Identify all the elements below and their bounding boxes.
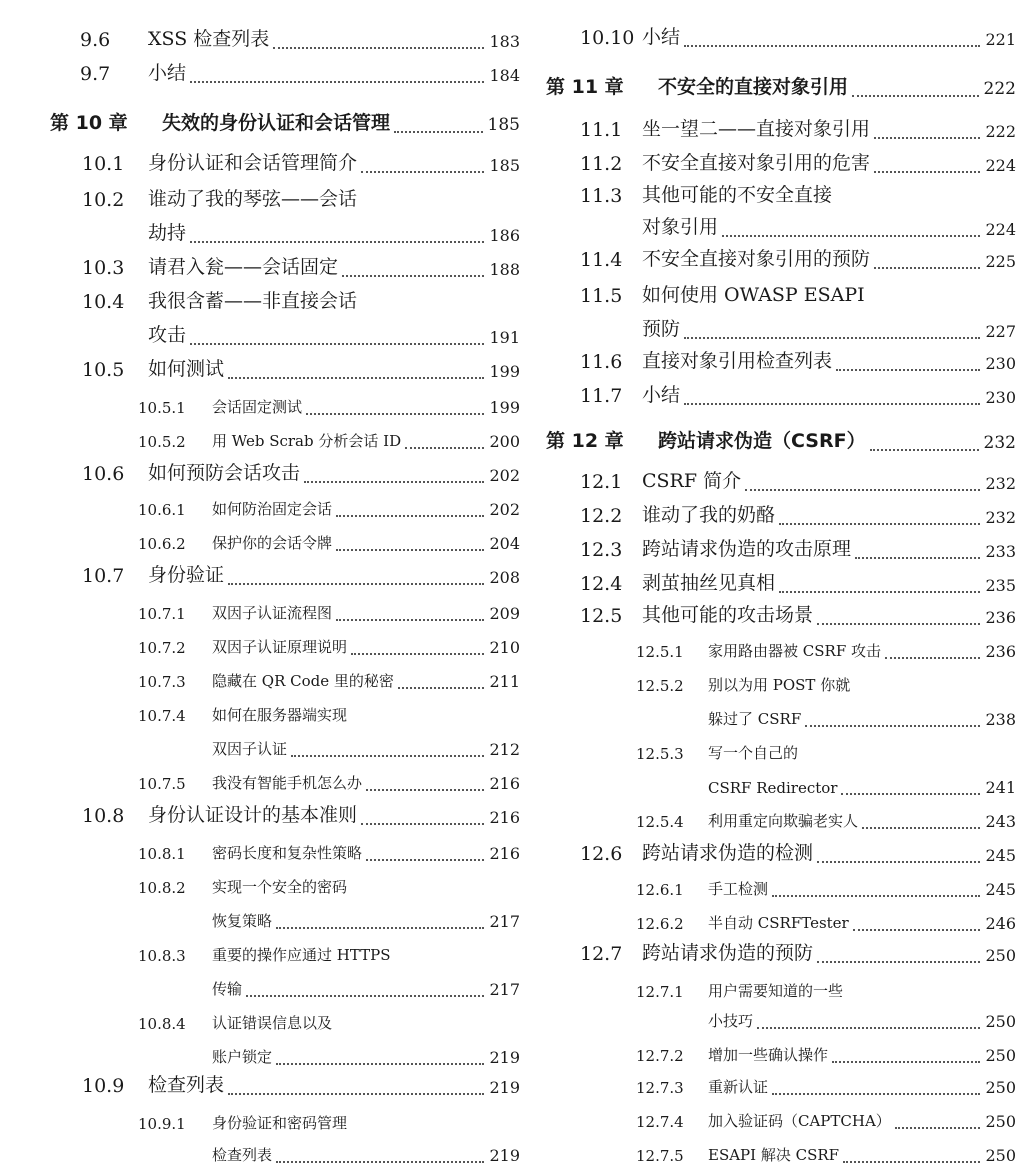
entry-number: 11.2 — [580, 153, 623, 175]
entry-number: 10.3 — [82, 257, 125, 279]
dot-leader — [779, 509, 980, 525]
page-number: 245 — [982, 846, 1016, 865]
entry-title: 重新认证 — [708, 1078, 769, 1096]
entry-title: 用户需要知道的一些 — [708, 982, 844, 1000]
toc-entry — [546, 67, 1016, 101]
dot-leader — [306, 399, 484, 415]
dot-leader — [722, 221, 980, 237]
toc-entry — [546, 143, 1016, 177]
toc-entry — [546, 341, 1016, 375]
entry-title: 家用路由器被 CSRF 攻击 — [708, 642, 881, 660]
dot-leader — [684, 31, 980, 47]
entry-number: 12.7.2 — [636, 1047, 684, 1065]
page-number: 236 — [982, 642, 1016, 661]
entry-number: 12.6 — [580, 843, 623, 865]
entry-title: 小结 — [642, 26, 681, 48]
page-number: 227 — [982, 322, 1016, 341]
page-number: 238 — [982, 710, 1016, 729]
dot-leader — [885, 643, 980, 659]
entry-title: 双因子认证原理说明 — [212, 638, 348, 656]
entry-title: 小结 — [148, 62, 187, 84]
toc-entry — [50, 967, 520, 1001]
dot-leader — [855, 543, 980, 559]
toc-entry — [50, 419, 520, 453]
entry-title: 跨站请求伪造（CSRF） — [658, 430, 866, 452]
page-number: 232 — [981, 433, 1016, 453]
dot-leader — [342, 261, 484, 277]
page-number: 184 — [486, 66, 520, 85]
dot-leader — [190, 67, 484, 83]
toc-entry — [546, 1099, 1016, 1133]
entry-title: 写一个自己的 — [708, 744, 799, 762]
toc-entry — [546, 833, 1016, 867]
page-number: 191 — [486, 328, 520, 347]
dot-leader — [757, 1013, 980, 1029]
entry-title: CSRF Redirector — [708, 779, 838, 797]
entry-title: 如何预防会话攻击 — [148, 462, 301, 484]
dot-leader — [336, 535, 484, 551]
entry-title: 直接对象引用检查列表 — [642, 350, 833, 372]
entry-title: 别以为用 POST 你就 — [708, 676, 851, 694]
dot-leader — [874, 157, 980, 173]
dot-leader — [398, 673, 484, 689]
page-number: 230 — [982, 354, 1016, 373]
toc-entry — [50, 591, 520, 625]
entry-number: 11.4 — [580, 249, 623, 271]
page-number: 211 — [486, 672, 520, 691]
page-number: 250 — [982, 1112, 1016, 1131]
dot-leader — [394, 117, 483, 133]
page-number: 232 — [982, 474, 1016, 493]
dot-leader — [874, 123, 980, 139]
entry-number: 9.6 — [80, 29, 111, 51]
page-number: 219 — [486, 1078, 520, 1097]
page-number: 209 — [486, 604, 520, 623]
entry-title: 身份验证和密码管理 — [212, 1114, 348, 1132]
toc-entry — [546, 1033, 1016, 1067]
entry-number: 10.5 — [82, 359, 125, 381]
toc-entry — [50, 487, 520, 521]
toc-entry — [546, 563, 1016, 597]
entry-title: 预防 — [642, 318, 681, 340]
entry-number: 10.7.4 — [138, 707, 186, 725]
entry-title: 隐藏在 QR Code 里的秘密 — [212, 672, 394, 690]
toc-entry — [546, 697, 1016, 731]
entry-number: 10.5.1 — [138, 399, 186, 417]
toc-entry — [546, 867, 1016, 901]
entry-title: 手工检测 — [708, 880, 769, 898]
toc-entry — [50, 1001, 520, 1035]
toc-entry — [546, 933, 1016, 967]
page-number: 224 — [982, 156, 1016, 175]
entry-number: 12.6.2 — [636, 915, 684, 933]
entry-number: 10.1 — [82, 153, 125, 175]
toc-entry — [546, 731, 1016, 765]
toc-entry — [50, 625, 520, 659]
page-number: 224 — [982, 220, 1016, 239]
toc-entry — [50, 143, 520, 177]
page-number: 250 — [982, 1146, 1016, 1165]
toc-entry — [50, 315, 520, 349]
dot-leader — [772, 1079, 980, 1095]
entry-title: 躲过了 CSRF — [708, 710, 802, 728]
page-number: 245 — [982, 880, 1016, 899]
entry-number: 12.7.5 — [636, 1147, 684, 1165]
page-number: 219 — [486, 1048, 520, 1067]
entry-number: 第 11 章 — [546, 76, 624, 98]
page-number: 216 — [486, 844, 520, 863]
toc-entry — [50, 1101, 520, 1135]
entry-title: 半自动 CSRFTester — [708, 914, 849, 932]
entry-number: 12.7.4 — [636, 1113, 684, 1131]
entry-number: 12.1 — [580, 471, 623, 493]
toc-entry — [50, 1035, 520, 1069]
dot-leader — [870, 435, 979, 451]
entry-number: 12.3 — [580, 539, 623, 561]
page-number: 230 — [982, 388, 1016, 407]
page-number: 243 — [982, 812, 1016, 831]
dot-leader — [779, 577, 980, 593]
toc-entry — [50, 727, 520, 761]
toc-left-column — [50, 0, 520, 1163]
entry-number: 第 12 章 — [546, 430, 624, 452]
toc-entry — [546, 239, 1016, 273]
entry-title: 传输 — [212, 980, 243, 998]
entry-number: 10.7.5 — [138, 775, 186, 793]
toc-entry — [546, 207, 1016, 241]
toc-entry — [50, 349, 520, 383]
dot-leader — [405, 433, 484, 449]
toc-entry — [50, 831, 520, 865]
dot-leader — [832, 1047, 980, 1063]
toc-entry — [546, 275, 1016, 309]
entry-title: 不安全直接对象引用的危害 — [642, 152, 871, 174]
page-number: 219 — [486, 1146, 520, 1165]
entry-title: 跨站请求伪造的检测 — [642, 842, 814, 864]
dot-leader — [273, 33, 484, 49]
toc-entry — [50, 933, 520, 967]
entry-number: 11.5 — [580, 285, 623, 307]
entry-title: 身份认证设计的基本准则 — [148, 804, 358, 826]
toc-entry — [546, 1133, 1016, 1167]
entry-number: 11.7 — [580, 385, 623, 407]
entry-number: 10.6.1 — [138, 501, 186, 519]
dot-leader — [361, 157, 484, 173]
entry-number: 12.6.1 — [636, 881, 684, 899]
dot-leader — [684, 389, 980, 405]
dot-leader — [351, 639, 484, 655]
entry-title: XSS 检查列表 — [148, 28, 270, 50]
entry-number: 9.7 — [80, 63, 111, 85]
entry-number: 10.7.3 — [138, 673, 186, 691]
dot-leader — [817, 609, 980, 625]
entry-number: 10.6 — [82, 463, 125, 485]
entry-number: 12.7.1 — [636, 983, 684, 1001]
toc-entry — [50, 213, 520, 247]
dot-leader — [852, 81, 979, 97]
entry-title: 小技巧 — [708, 1012, 754, 1030]
entry-title: 如何使用 OWASP ESAPI — [642, 284, 865, 306]
entry-title: 谁动了我的琴弦——会话 — [148, 188, 358, 210]
entry-title: 我没有智能手机怎么办 — [212, 774, 363, 792]
toc-entry — [546, 663, 1016, 697]
entry-number: 10.4 — [82, 291, 125, 313]
entry-number: 10.5.2 — [138, 433, 186, 451]
page-number: 186 — [486, 226, 520, 245]
toc-entry — [50, 659, 520, 693]
entry-title: 身份认证和会话管理简介 — [148, 152, 358, 174]
dot-leader — [772, 881, 980, 897]
dot-leader — [246, 981, 484, 997]
dot-leader — [336, 605, 484, 621]
entry-number: 10.6.2 — [138, 535, 186, 553]
entry-number: 11.6 — [580, 351, 623, 373]
page-number: 250 — [982, 946, 1016, 965]
toc-entry — [546, 1065, 1016, 1099]
dot-leader — [805, 711, 980, 727]
dot-leader — [817, 947, 980, 963]
page-number: 250 — [982, 1046, 1016, 1065]
toc-entry — [50, 899, 520, 933]
entry-title: 恢复策略 — [212, 912, 273, 930]
page-number: 208 — [486, 568, 520, 587]
dot-leader — [228, 363, 484, 379]
toc-entry — [546, 799, 1016, 833]
entry-number: 12.5.2 — [636, 677, 684, 695]
entry-title: 用 Web Scrab 分析会话 ID — [212, 432, 402, 450]
dot-leader — [276, 1147, 484, 1163]
toc-entry — [50, 1065, 520, 1099]
entry-title: 其他可能的攻击场景 — [642, 604, 814, 626]
toc-entry — [50, 555, 520, 589]
entry-number: 12.5.1 — [636, 643, 684, 661]
entry-title: 跨站请求伪造的预防 — [642, 942, 814, 964]
entry-title: 密码长度和复杂性策略 — [212, 844, 363, 862]
dot-leader — [862, 813, 980, 829]
dot-leader — [745, 475, 980, 491]
page-number: 185 — [486, 156, 520, 175]
entry-title: 保护你的会话令牌 — [212, 534, 333, 552]
page-number: 216 — [486, 774, 520, 793]
dot-leader — [336, 501, 484, 517]
entry-number: 12.5.3 — [636, 745, 684, 763]
page-number: 202 — [486, 466, 520, 485]
entry-title: ESAPI 解决 CSRF — [708, 1146, 840, 1164]
dot-leader — [228, 569, 484, 585]
entry-title: 检查列表 — [148, 1074, 225, 1096]
entry-title: 劫持 — [148, 222, 187, 244]
toc-entry — [50, 247, 520, 281]
page-number: 200 — [486, 432, 520, 451]
entry-title: 坐一望二——直接对象引用 — [642, 118, 871, 140]
entry-title: 重要的操作应通过 HTTPS — [212, 946, 391, 964]
entry-number: 10.2 — [82, 189, 125, 211]
toc-entry — [546, 421, 1016, 455]
dot-leader — [276, 913, 484, 929]
entry-title: 跨站请求伪造的攻击原理 — [642, 538, 852, 560]
toc-entry — [546, 461, 1016, 495]
dot-leader — [304, 467, 484, 483]
entry-title: 失效的身份认证和会话管理 — [162, 112, 391, 134]
toc-entry — [50, 761, 520, 795]
dot-leader — [366, 845, 484, 861]
dot-leader — [366, 775, 484, 791]
toc-entry — [546, 495, 1016, 529]
entry-title: 双因子认证 — [212, 740, 288, 758]
entry-number: 12.4 — [580, 573, 623, 595]
entry-title: 我很含蓄——非直接会话 — [148, 290, 358, 312]
entry-title: 增加一些确认操作 — [708, 1046, 829, 1064]
page-number: 233 — [982, 542, 1016, 561]
page-number: 217 — [486, 912, 520, 931]
dot-leader — [190, 227, 484, 243]
dot-leader — [895, 1113, 980, 1129]
toc-entry — [50, 281, 520, 315]
page-number: 199 — [486, 398, 520, 417]
toc-entry — [50, 53, 520, 87]
entry-title: 请君入瓮——会话固定 — [148, 256, 339, 278]
dot-leader — [853, 915, 980, 931]
page-number: 210 — [486, 638, 520, 657]
entry-title: 谁动了我的奶酪 — [642, 504, 776, 526]
entry-number: 12.7.3 — [636, 1079, 684, 1097]
page-number: 221 — [982, 30, 1016, 49]
dot-leader — [836, 355, 980, 371]
entry-number: 12.5.4 — [636, 813, 684, 831]
page-number: 216 — [486, 808, 520, 827]
page-number: 241 — [982, 778, 1016, 797]
toc-entry — [50, 19, 520, 53]
dot-leader — [684, 323, 980, 339]
entry-number: 10.7.1 — [138, 605, 186, 623]
entry-number: 11.3 — [580, 185, 623, 207]
entry-title: 不安全直接对象引用的预防 — [642, 248, 871, 270]
page-number: 183 — [486, 32, 520, 51]
entry-number: 第 10 章 — [50, 112, 128, 134]
toc-entry — [546, 375, 1016, 409]
entry-number: 10.10 — [580, 27, 635, 49]
page-number: 250 — [982, 1078, 1016, 1097]
entry-number: 12.7 — [580, 943, 623, 965]
dot-leader — [276, 1049, 484, 1065]
toc-entry — [546, 969, 1016, 1003]
toc-entry — [50, 795, 520, 829]
page-number: 236 — [982, 608, 1016, 627]
entry-title: 剥茧抽丝见真相 — [642, 572, 776, 594]
entry-title: CSRF 简介 — [642, 470, 742, 492]
entry-title: 如何测试 — [148, 358, 225, 380]
entry-title: 实现一个安全的密码 — [212, 878, 348, 896]
entry-title: 小结 — [642, 384, 681, 406]
entry-number: 10.8 — [82, 805, 125, 827]
toc-entry — [50, 103, 520, 137]
page-number: 185 — [485, 115, 520, 135]
page-number: 222 — [981, 79, 1016, 99]
dot-leader — [817, 847, 980, 863]
entry-title: 利用重定向欺骗老实人 — [708, 812, 859, 830]
page-number: 199 — [486, 362, 520, 381]
dot-leader — [291, 741, 484, 757]
entry-number: 10.7.2 — [138, 639, 186, 657]
toc-entry — [546, 17, 1016, 51]
toc-entry — [546, 309, 1016, 343]
entry-number: 10.8.2 — [138, 879, 186, 897]
entry-title: 会话固定测试 — [212, 398, 303, 416]
entry-number: 12.2 — [580, 505, 623, 527]
dot-leader — [874, 253, 980, 269]
toc-entry — [546, 629, 1016, 663]
entry-number: 10.8.3 — [138, 947, 186, 965]
toc-entry — [50, 693, 520, 727]
toc-entry — [50, 453, 520, 487]
page-number: 202 — [486, 500, 520, 519]
entry-title: 账户锁定 — [212, 1048, 273, 1066]
entry-number: 10.9 — [82, 1075, 125, 1097]
entry-title: 对象引用 — [642, 216, 719, 238]
toc-entry — [546, 901, 1016, 935]
toc-right-column — [546, 0, 1016, 1163]
page-number: 232 — [982, 508, 1016, 527]
page-number: 246 — [982, 914, 1016, 933]
entry-number: 11.1 — [580, 119, 623, 141]
page-number: 235 — [982, 576, 1016, 595]
entry-number: 12.5 — [580, 605, 623, 627]
toc-entry — [50, 521, 520, 555]
entry-title: 身份验证 — [148, 564, 225, 586]
entry-title: 其他可能的不安全直接 — [642, 184, 833, 206]
page-number: 217 — [486, 980, 520, 999]
toc-entry — [546, 109, 1016, 143]
toc-entry — [546, 765, 1016, 799]
toc-entry — [50, 179, 520, 213]
toc-entry — [50, 1133, 520, 1167]
entry-number: 10.8.4 — [138, 1015, 186, 1033]
entry-title: 认证错误信息以及 — [212, 1014, 333, 1032]
entry-number: 10.9.1 — [138, 1115, 186, 1133]
toc-entry — [546, 999, 1016, 1033]
dot-leader — [841, 779, 980, 795]
dot-leader — [843, 1147, 980, 1163]
toc-entry — [50, 385, 520, 419]
dot-leader — [361, 809, 484, 825]
toc-entry — [546, 529, 1016, 563]
entry-number: 10.8.1 — [138, 845, 186, 863]
entry-title: 双因子认证流程图 — [212, 604, 333, 622]
page-number: 212 — [486, 740, 520, 759]
toc-entry — [546, 175, 1016, 209]
page-number: 188 — [486, 260, 520, 279]
entry-title: 攻击 — [148, 324, 187, 346]
toc-entry — [50, 865, 520, 899]
entry-title: 如何防治固定会话 — [212, 500, 333, 518]
toc-entry — [546, 595, 1016, 629]
page-number: 250 — [982, 1012, 1016, 1031]
page-number: 204 — [486, 534, 520, 553]
page-number: 225 — [982, 252, 1016, 271]
page-number: 222 — [982, 122, 1016, 141]
dot-leader — [228, 1079, 484, 1095]
dot-leader — [190, 329, 484, 345]
entry-number: 10.7 — [82, 565, 125, 587]
entry-title: 加入验证码（CAPTCHA） — [708, 1112, 891, 1130]
entry-title: 检查列表 — [212, 1146, 273, 1164]
entry-title: 如何在服务器端实现 — [212, 706, 348, 724]
entry-title: 不安全的直接对象引用 — [658, 76, 849, 98]
